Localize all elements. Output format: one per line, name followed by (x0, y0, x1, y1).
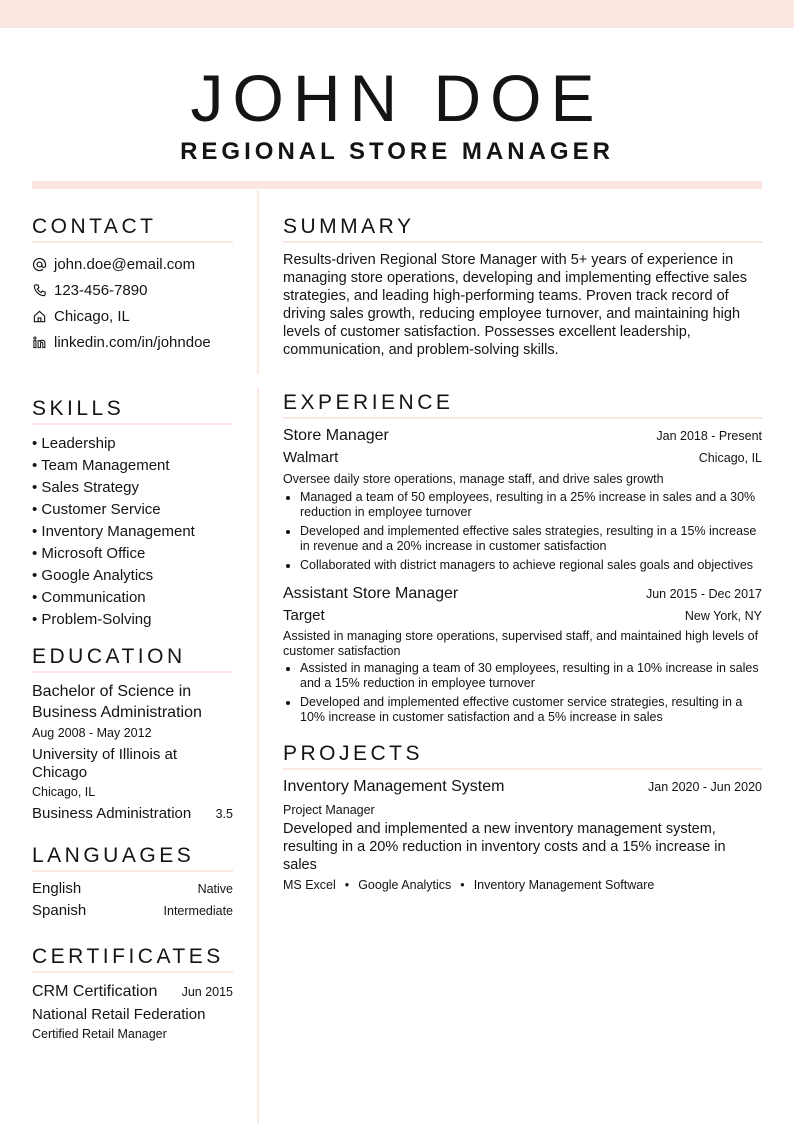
job-bullet: • Assisted in managing a team of 30 employees, resulting in a 10% increase in sales and a 15% reduction in employee turnover (300, 661, 762, 691)
gpa: 3.5 (215, 807, 233, 821)
job-bullets (283, 490, 762, 573)
project-role: Project Manager (283, 803, 375, 817)
left-column (32, 214, 233, 1043)
contact-phone[interactable] (32, 277, 233, 303)
job-bullet: • Developed and implemented effective customer service strategies, resulting in a 10% increase in customer satisfaction and a 5% increase in sales (300, 695, 762, 725)
job-location: Chicago, IL (698, 451, 762, 465)
skill-item: • Problem-Solving (32, 609, 233, 631)
education-section (32, 644, 233, 823)
job-dates: Jan 2018 - Present (656, 429, 762, 443)
skills-section (32, 396, 233, 631)
contact-linkedin[interactable] (32, 329, 233, 355)
experience-section (283, 390, 762, 725)
degree: Bachelor of Science in Business Administration (32, 683, 202, 721)
languages-heading: LANGUAGES (32, 843, 233, 872)
home-icon (32, 309, 47, 324)
skill-item: • Team Management (32, 455, 233, 477)
school-location: Chicago, IL (32, 785, 96, 799)
contact-section (32, 214, 233, 355)
linkedin-text: linkedin.com/in/johndoe (54, 333, 211, 351)
certificates-section (32, 944, 233, 1043)
job-title: Assistant Store Manager (283, 585, 459, 602)
email-text: john.doe@email.com (54, 255, 196, 273)
project-tags: MS Excel • Google Analytics • Inventory Management Software (283, 878, 655, 892)
project-title-row (283, 778, 762, 800)
job-bullets (283, 661, 762, 725)
projects-heading: PROJECTS (283, 741, 762, 770)
skills-heading: SKILLS (32, 396, 233, 425)
project-name: Inventory Management System (283, 778, 505, 795)
job-company: Walmart (283, 449, 339, 466)
at-icon (32, 257, 47, 272)
experience-heading: EXPERIENCE (283, 390, 762, 419)
contact-email[interactable] (32, 251, 233, 277)
job-summary: Oversee daily store operations, manage staff, and drive sales growth (283, 472, 664, 486)
job-bullet: • Managed a team of 50 employees, resulting in a 25% increase in sales and a 30% reduction in employee turnover (300, 490, 762, 520)
right-column (283, 214, 762, 893)
job-title-row (283, 585, 762, 607)
project-tag: Google Analytics (358, 878, 452, 892)
language-row (32, 880, 233, 902)
project-tag: MS Excel (283, 878, 336, 892)
location-text: Chicago, IL (54, 307, 130, 325)
job-company-row (283, 449, 762, 471)
language-level: Intermediate (163, 904, 233, 918)
contact-location (32, 303, 233, 329)
field-of-study: Business Administration (32, 805, 192, 822)
certificate-issuer: National Retail Federation (32, 1006, 206, 1023)
header-divider (32, 181, 762, 189)
language-name: Spanish (32, 902, 87, 919)
skill-item: • Inventory Management (32, 521, 233, 543)
project-dates: Jan 2020 - Jun 2020 (648, 780, 762, 794)
job-entry (283, 585, 762, 725)
certificate-name: CRM Certification (32, 983, 158, 1000)
summary-text: Results-driven Regional Store Manager with 5+ years of experience in managing store operations, developing and implementing effective sales strategies, and leading high-performing teams. Proven track record of driving sales growth, reducing employee turnover, and maintaining high levels of customer satisfaction. Possesses excellent leadership, communication, and problem-solving skills. (283, 252, 748, 358)
summary-section (283, 214, 762, 359)
column-divider-top (257, 190, 259, 374)
job-bullet: • Collaborated with district managers to achieve regional sales goals and objectives (300, 558, 762, 573)
field-row (32, 805, 233, 823)
education-dates: Aug 2008 - May 2012 (32, 726, 152, 740)
skill-item: • Microsoft Office (32, 543, 233, 565)
skill-item: • Leadership (32, 433, 233, 455)
certificate-sub: Certified Retail Manager (32, 1027, 167, 1041)
job-entry (283, 427, 762, 573)
project-tag: Inventory Management Software (473, 878, 655, 892)
language-level: Native (197, 882, 233, 896)
project-description: Developed and implemented a new inventory management system, resulting in a 20% reduction in inventory costs and a 15% increase in sales (283, 821, 726, 873)
job-dates: Jun 2015 - Dec 2017 (645, 587, 762, 601)
job-title: Store Manager (283, 427, 389, 444)
languages-section (32, 843, 233, 924)
candidate-name: JOHN DOE (190, 61, 604, 135)
job-company-row (283, 607, 762, 629)
skill-item: • Google Analytics (32, 565, 233, 587)
job-bullet: • Developed and implemented effective sales strategies, resulting in a 15% increase in revenue and a 20% increase in customer satisfaction (300, 524, 762, 554)
skill-item: • Sales Strategy (32, 477, 233, 499)
certificates-heading: CERTIFICATES (32, 944, 233, 973)
school: University of Illinois at Chicago (32, 746, 178, 781)
contact-heading: CONTACT (32, 214, 233, 243)
language-row (32, 902, 233, 924)
summary-heading: SUMMARY (283, 214, 762, 243)
top-band (0, 0, 794, 28)
skill-item: • Communication (32, 587, 233, 609)
job-summary: Assisted in managing store operations, supervised staff, and maintained high levels of customer satisfaction (283, 629, 759, 658)
job-location: New York, NY (684, 609, 762, 623)
language-name: English (32, 880, 82, 897)
skill-item: • Customer Service (32, 499, 233, 521)
education-heading: EDUCATION (32, 644, 233, 673)
job-title-row (283, 427, 762, 449)
candidate-title: REGIONAL STORE MANAGER (180, 138, 614, 165)
phone-text: 123-456-7890 (54, 281, 148, 299)
column-divider-bottom (257, 388, 259, 1123)
certificate-row (32, 981, 233, 1003)
linkedin-icon (32, 335, 47, 350)
job-company: Target (283, 607, 325, 624)
certificate-date: Jun 2015 (181, 985, 233, 999)
phone-icon (32, 283, 47, 298)
projects-section (283, 741, 762, 893)
